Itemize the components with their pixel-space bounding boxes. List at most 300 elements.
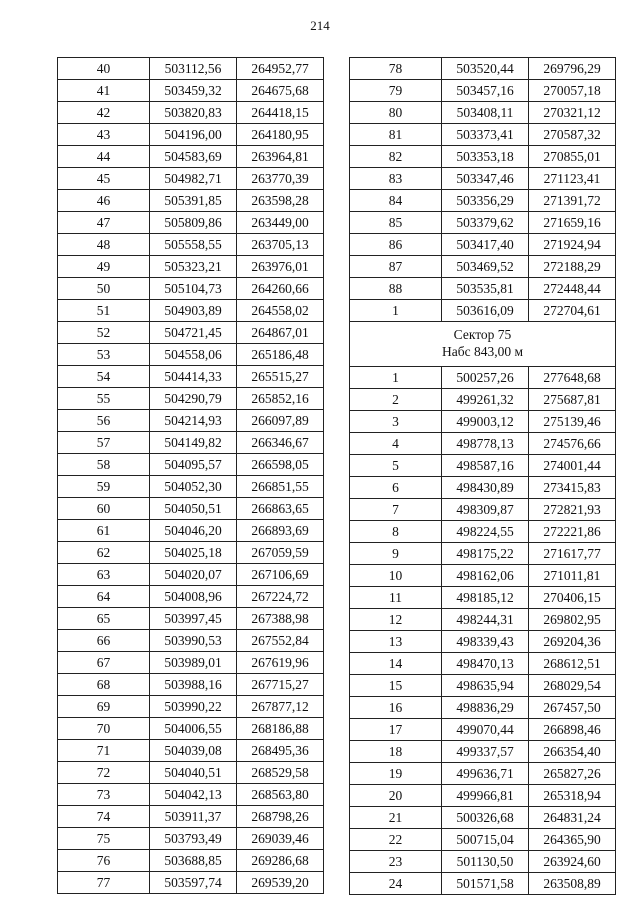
x-coordinate-cell: 500257,26 <box>442 367 529 389</box>
point-number-cell: 60 <box>58 498 150 520</box>
x-coordinate-cell: 499003,12 <box>442 411 529 433</box>
point-number-cell: 6 <box>350 477 442 499</box>
table-row <box>350 697 616 719</box>
point-number-cell: 4 <box>350 433 442 455</box>
y-coordinate-cell: 275687,81 <box>529 389 616 411</box>
table-row <box>58 168 324 190</box>
y-coordinate-cell: 268798,26 <box>237 806 324 828</box>
x-coordinate-cell: 504903,89 <box>150 300 237 322</box>
y-coordinate-cell: 266598,05 <box>237 454 324 476</box>
x-coordinate-cell: 504050,51 <box>150 498 237 520</box>
x-coordinate-cell: 504020,07 <box>150 564 237 586</box>
x-coordinate-cell: 498470,13 <box>442 653 529 675</box>
point-number-cell: 9 <box>350 543 442 565</box>
y-coordinate-cell: 266346,67 <box>237 432 324 454</box>
y-coordinate-cell: 266097,89 <box>237 410 324 432</box>
point-number-cell: 17 <box>350 719 442 741</box>
x-coordinate-cell: 503535,81 <box>442 278 529 300</box>
x-coordinate-cell: 503112,56 <box>150 58 237 80</box>
x-coordinate-cell: 504196,00 <box>150 124 237 146</box>
y-coordinate-cell: 272704,61 <box>529 300 616 322</box>
y-coordinate-cell: 263770,39 <box>237 168 324 190</box>
y-coordinate-cell: 264180,95 <box>237 124 324 146</box>
point-number-cell: 54 <box>58 366 150 388</box>
y-coordinate-cell: 267388,98 <box>237 608 324 630</box>
table-row <box>58 850 324 872</box>
point-number-cell: 70 <box>58 718 150 740</box>
y-coordinate-cell: 263924,60 <box>529 851 616 873</box>
table-row <box>58 784 324 806</box>
table-row <box>350 873 616 895</box>
table-row <box>58 124 324 146</box>
point-number-cell: 8 <box>350 521 442 543</box>
x-coordinate-cell: 503793,49 <box>150 828 237 850</box>
x-coordinate-cell: 503616,09 <box>442 300 529 322</box>
point-number-cell: 80 <box>350 102 442 124</box>
point-number-cell: 23 <box>350 851 442 873</box>
table-row <box>58 454 324 476</box>
point-number-cell: 41 <box>58 80 150 102</box>
y-coordinate-cell: 274576,66 <box>529 433 616 455</box>
table-row <box>58 146 324 168</box>
x-coordinate-cell: 499070,44 <box>442 719 529 741</box>
x-coordinate-cell: 503820,83 <box>150 102 237 124</box>
y-coordinate-cell: 267457,50 <box>529 697 616 719</box>
table-row <box>58 212 324 234</box>
table-row <box>350 741 616 763</box>
x-coordinate-cell: 498224,55 <box>442 521 529 543</box>
x-coordinate-cell: 499966,81 <box>442 785 529 807</box>
point-number-cell: 49 <box>58 256 150 278</box>
x-coordinate-cell: 503688,85 <box>150 850 237 872</box>
point-number-cell: 1 <box>350 300 442 322</box>
x-coordinate-cell: 498635,94 <box>442 675 529 697</box>
coordinates-table-left <box>57 57 324 894</box>
x-coordinate-cell: 500326,68 <box>442 807 529 829</box>
y-coordinate-cell: 272188,29 <box>529 256 616 278</box>
y-coordinate-cell: 266354,40 <box>529 741 616 763</box>
table-row <box>350 300 616 322</box>
x-coordinate-cell: 498836,29 <box>442 697 529 719</box>
x-coordinate-cell: 503459,32 <box>150 80 237 102</box>
y-coordinate-cell: 269286,68 <box>237 850 324 872</box>
table-row <box>58 696 324 718</box>
point-number-cell: 16 <box>350 697 442 719</box>
point-number-cell: 53 <box>58 344 150 366</box>
table-row <box>350 785 616 807</box>
table-row <box>350 433 616 455</box>
x-coordinate-cell: 499337,57 <box>442 741 529 763</box>
table-row <box>350 807 616 829</box>
x-coordinate-cell: 503353,18 <box>442 146 529 168</box>
point-number-cell: 83 <box>350 168 442 190</box>
point-number-cell: 86 <box>350 234 442 256</box>
point-number-cell: 12 <box>350 609 442 631</box>
x-coordinate-cell: 504558,06 <box>150 344 237 366</box>
x-coordinate-cell: 504982,71 <box>150 168 237 190</box>
table-row <box>350 367 616 389</box>
table-row <box>58 410 324 432</box>
x-coordinate-cell: 504052,30 <box>150 476 237 498</box>
point-number-cell: 69 <box>58 696 150 718</box>
table-row <box>350 587 616 609</box>
point-number-cell: 20 <box>350 785 442 807</box>
point-number-cell: 42 <box>58 102 150 124</box>
table-row <box>350 80 616 102</box>
y-coordinate-cell: 275139,46 <box>529 411 616 433</box>
point-number-cell: 58 <box>58 454 150 476</box>
y-coordinate-cell: 272221,86 <box>529 521 616 543</box>
x-coordinate-cell: 505323,21 <box>150 256 237 278</box>
table-row <box>58 586 324 608</box>
y-coordinate-cell: 271617,77 <box>529 543 616 565</box>
point-number-cell: 24 <box>350 873 442 895</box>
x-coordinate-cell: 498185,12 <box>442 587 529 609</box>
point-number-cell: 87 <box>350 256 442 278</box>
y-coordinate-cell: 274001,44 <box>529 455 616 477</box>
table-row <box>350 521 616 543</box>
point-number-cell: 57 <box>58 432 150 454</box>
table-row <box>350 499 616 521</box>
y-coordinate-cell: 264558,02 <box>237 300 324 322</box>
x-coordinate-cell: 498778,13 <box>442 433 529 455</box>
section-header-row <box>350 322 616 367</box>
table-row <box>58 366 324 388</box>
x-coordinate-cell: 503990,53 <box>150 630 237 652</box>
y-coordinate-cell: 268529,58 <box>237 762 324 784</box>
point-number-cell: 59 <box>58 476 150 498</box>
y-coordinate-cell: 267106,69 <box>237 564 324 586</box>
table-row <box>350 565 616 587</box>
section-elevation: Набс 843,00 м <box>441 344 524 359</box>
table-row <box>350 829 616 851</box>
table-row <box>58 190 324 212</box>
table-row <box>58 476 324 498</box>
table-row <box>350 675 616 697</box>
point-number-cell: 3 <box>350 411 442 433</box>
section-header <box>350 322 616 367</box>
y-coordinate-cell: 277648,68 <box>529 367 616 389</box>
point-number-cell: 14 <box>350 653 442 675</box>
table-row <box>350 653 616 675</box>
y-coordinate-cell: 265827,26 <box>529 763 616 785</box>
x-coordinate-cell: 498309,87 <box>442 499 529 521</box>
y-coordinate-cell: 265852,16 <box>237 388 324 410</box>
point-number-cell: 11 <box>350 587 442 609</box>
table-row <box>58 564 324 586</box>
y-coordinate-cell: 264952,77 <box>237 58 324 80</box>
table-row <box>58 762 324 784</box>
point-number-cell: 85 <box>350 212 442 234</box>
table-row <box>58 652 324 674</box>
y-coordinate-cell: 267059,59 <box>237 542 324 564</box>
y-coordinate-cell: 269796,29 <box>529 58 616 80</box>
x-coordinate-cell: 504214,93 <box>150 410 237 432</box>
y-coordinate-cell: 268612,51 <box>529 653 616 675</box>
table-row <box>58 806 324 828</box>
table-row <box>350 234 616 256</box>
y-coordinate-cell: 268029,54 <box>529 675 616 697</box>
point-number-cell: 51 <box>58 300 150 322</box>
point-number-cell: 48 <box>58 234 150 256</box>
point-number-cell: 43 <box>58 124 150 146</box>
y-coordinate-cell: 269204,36 <box>529 631 616 653</box>
x-coordinate-cell: 499261,32 <box>442 389 529 411</box>
point-number-cell: 61 <box>58 520 150 542</box>
y-coordinate-cell: 263598,28 <box>237 190 324 212</box>
x-coordinate-cell: 504583,69 <box>150 146 237 168</box>
y-coordinate-cell: 267224,72 <box>237 586 324 608</box>
point-number-cell: 68 <box>58 674 150 696</box>
x-coordinate-cell: 503379,62 <box>442 212 529 234</box>
y-coordinate-cell: 270406,15 <box>529 587 616 609</box>
y-coordinate-cell: 265515,27 <box>237 366 324 388</box>
y-coordinate-cell: 272821,93 <box>529 499 616 521</box>
table-row <box>58 608 324 630</box>
y-coordinate-cell: 266863,65 <box>237 498 324 520</box>
table-row <box>58 718 324 740</box>
y-coordinate-cell: 268186,88 <box>237 718 324 740</box>
point-number-cell: 88 <box>350 278 442 300</box>
y-coordinate-cell: 263508,89 <box>529 873 616 895</box>
x-coordinate-cell: 504006,55 <box>150 718 237 740</box>
x-coordinate-cell: 500715,04 <box>442 829 529 851</box>
table-row <box>58 234 324 256</box>
y-coordinate-cell: 269539,20 <box>237 872 324 894</box>
table-row <box>350 763 616 785</box>
point-number-cell: 52 <box>58 322 150 344</box>
point-number-cell: 21 <box>350 807 442 829</box>
x-coordinate-cell: 504721,45 <box>150 322 237 344</box>
y-coordinate-cell: 265318,94 <box>529 785 616 807</box>
y-coordinate-cell: 267715,27 <box>237 674 324 696</box>
y-coordinate-cell: 273415,83 <box>529 477 616 499</box>
table-row <box>58 740 324 762</box>
point-number-cell: 10 <box>350 565 442 587</box>
y-coordinate-cell: 267877,12 <box>237 696 324 718</box>
point-number-cell: 46 <box>58 190 150 212</box>
point-number-cell: 56 <box>58 410 150 432</box>
table-row <box>350 278 616 300</box>
y-coordinate-cell: 264675,68 <box>237 80 324 102</box>
x-coordinate-cell: 503417,40 <box>442 234 529 256</box>
x-coordinate-cell: 498175,22 <box>442 543 529 565</box>
y-coordinate-cell: 267619,96 <box>237 652 324 674</box>
point-number-cell: 79 <box>350 80 442 102</box>
table-row <box>350 146 616 168</box>
y-coordinate-cell: 264260,66 <box>237 278 324 300</box>
point-number-cell: 82 <box>350 146 442 168</box>
y-coordinate-cell: 269039,46 <box>237 828 324 850</box>
x-coordinate-cell: 498430,89 <box>442 477 529 499</box>
x-coordinate-cell: 504095,57 <box>150 454 237 476</box>
x-coordinate-cell: 505104,73 <box>150 278 237 300</box>
point-number-cell: 40 <box>58 58 150 80</box>
x-coordinate-cell: 504042,13 <box>150 784 237 806</box>
x-coordinate-cell: 505391,85 <box>150 190 237 212</box>
coordinates-table-right <box>349 57 616 895</box>
table-row <box>350 411 616 433</box>
x-coordinate-cell: 503356,29 <box>442 190 529 212</box>
table-row <box>58 58 324 80</box>
table-row <box>58 520 324 542</box>
y-coordinate-cell: 268563,80 <box>237 784 324 806</box>
point-number-cell: 71 <box>58 740 150 762</box>
y-coordinate-cell: 271011,81 <box>529 565 616 587</box>
point-number-cell: 1 <box>350 367 442 389</box>
table-row <box>350 543 616 565</box>
y-coordinate-cell: 271924,94 <box>529 234 616 256</box>
x-coordinate-cell: 503469,52 <box>442 256 529 278</box>
point-number-cell: 67 <box>58 652 150 674</box>
y-coordinate-cell: 270057,18 <box>529 80 616 102</box>
y-coordinate-cell: 268495,36 <box>237 740 324 762</box>
x-coordinate-cell: 503597,74 <box>150 872 237 894</box>
table-row <box>58 432 324 454</box>
point-number-cell: 50 <box>58 278 150 300</box>
table-row <box>58 322 324 344</box>
x-coordinate-cell: 504414,33 <box>150 366 237 388</box>
table-row <box>350 609 616 631</box>
y-coordinate-cell: 263964,81 <box>237 146 324 168</box>
x-coordinate-cell: 503911,37 <box>150 806 237 828</box>
table-row <box>58 498 324 520</box>
x-coordinate-cell: 503457,16 <box>442 80 529 102</box>
point-number-cell: 55 <box>58 388 150 410</box>
table-row <box>58 674 324 696</box>
x-coordinate-cell: 504008,96 <box>150 586 237 608</box>
point-number-cell: 77 <box>58 872 150 894</box>
point-number-cell: 76 <box>58 850 150 872</box>
x-coordinate-cell: 505558,55 <box>150 234 237 256</box>
x-coordinate-cell: 501130,50 <box>442 851 529 873</box>
table-row <box>58 80 324 102</box>
y-coordinate-cell: 263449,00 <box>237 212 324 234</box>
x-coordinate-cell: 498339,43 <box>442 631 529 653</box>
table-row <box>58 300 324 322</box>
table-row <box>58 278 324 300</box>
y-coordinate-cell: 270855,01 <box>529 146 616 168</box>
x-coordinate-cell: 504290,79 <box>150 388 237 410</box>
table-row <box>350 212 616 234</box>
x-coordinate-cell: 501571,58 <box>442 873 529 895</box>
x-coordinate-cell: 503347,46 <box>442 168 529 190</box>
x-coordinate-cell: 503997,45 <box>150 608 237 630</box>
point-number-cell: 45 <box>58 168 150 190</box>
y-coordinate-cell: 264867,01 <box>237 322 324 344</box>
y-coordinate-cell: 266898,46 <box>529 719 616 741</box>
y-coordinate-cell: 265186,48 <box>237 344 324 366</box>
x-coordinate-cell: 498587,16 <box>442 455 529 477</box>
y-coordinate-cell: 271123,41 <box>529 168 616 190</box>
point-number-cell: 64 <box>58 586 150 608</box>
point-number-cell: 62 <box>58 542 150 564</box>
point-number-cell: 65 <box>58 608 150 630</box>
table-row <box>350 102 616 124</box>
x-coordinate-cell: 503408,11 <box>442 102 529 124</box>
table-row <box>58 256 324 278</box>
table-row <box>350 455 616 477</box>
x-coordinate-cell: 503990,22 <box>150 696 237 718</box>
point-number-cell: 81 <box>350 124 442 146</box>
x-coordinate-cell: 504025,18 <box>150 542 237 564</box>
x-coordinate-cell: 503520,44 <box>442 58 529 80</box>
table-row <box>350 190 616 212</box>
point-number-cell: 13 <box>350 631 442 653</box>
y-coordinate-cell: 270321,12 <box>529 102 616 124</box>
y-coordinate-cell: 266851,55 <box>237 476 324 498</box>
table-row <box>350 124 616 146</box>
point-number-cell: 74 <box>58 806 150 828</box>
point-number-cell: 75 <box>58 828 150 850</box>
x-coordinate-cell: 504039,08 <box>150 740 237 762</box>
x-coordinate-cell: 504046,20 <box>150 520 237 542</box>
y-coordinate-cell: 269802,95 <box>529 609 616 631</box>
x-coordinate-cell: 498244,31 <box>442 609 529 631</box>
table-row <box>350 477 616 499</box>
x-coordinate-cell: 503989,01 <box>150 652 237 674</box>
x-coordinate-cell: 505809,86 <box>150 212 237 234</box>
x-coordinate-cell: 499636,71 <box>442 763 529 785</box>
y-coordinate-cell: 264365,90 <box>529 829 616 851</box>
x-coordinate-cell: 503988,16 <box>150 674 237 696</box>
section-title: Сектор 75 <box>453 327 512 343</box>
point-number-cell: 2 <box>350 389 442 411</box>
point-number-cell: 84 <box>350 190 442 212</box>
table-row <box>58 388 324 410</box>
point-number-cell: 15 <box>350 675 442 697</box>
table-row <box>58 828 324 850</box>
y-coordinate-cell: 263976,01 <box>237 256 324 278</box>
y-coordinate-cell: 267552,84 <box>237 630 324 652</box>
table-row <box>350 58 616 80</box>
point-number-cell: 72 <box>58 762 150 784</box>
point-number-cell: 63 <box>58 564 150 586</box>
table-row <box>350 719 616 741</box>
point-number-cell: 73 <box>58 784 150 806</box>
table-row <box>350 389 616 411</box>
y-coordinate-cell: 264418,15 <box>237 102 324 124</box>
y-coordinate-cell: 266893,69 <box>237 520 324 542</box>
table-row <box>58 344 324 366</box>
point-number-cell: 22 <box>350 829 442 851</box>
page-number: 214 <box>310 18 330 33</box>
x-coordinate-cell: 503373,41 <box>442 124 529 146</box>
y-coordinate-cell: 271391,72 <box>529 190 616 212</box>
y-coordinate-cell: 271659,16 <box>529 212 616 234</box>
table-row <box>350 168 616 190</box>
point-number-cell: 5 <box>350 455 442 477</box>
point-number-cell: 18 <box>350 741 442 763</box>
point-number-cell: 44 <box>58 146 150 168</box>
y-coordinate-cell: 264831,24 <box>529 807 616 829</box>
y-coordinate-cell: 272448,44 <box>529 278 616 300</box>
table-row <box>350 851 616 873</box>
point-number-cell: 19 <box>350 763 442 785</box>
table-row <box>350 631 616 653</box>
point-number-cell: 47 <box>58 212 150 234</box>
point-number-cell: 7 <box>350 499 442 521</box>
table-row <box>58 872 324 894</box>
table-row <box>58 102 324 124</box>
point-number-cell: 78 <box>350 58 442 80</box>
x-coordinate-cell: 504149,82 <box>150 432 237 454</box>
point-number-cell: 66 <box>58 630 150 652</box>
y-coordinate-cell: 263705,13 <box>237 234 324 256</box>
x-coordinate-cell: 498162,06 <box>442 565 529 587</box>
x-coordinate-cell: 504040,51 <box>150 762 237 784</box>
table-row <box>58 630 324 652</box>
